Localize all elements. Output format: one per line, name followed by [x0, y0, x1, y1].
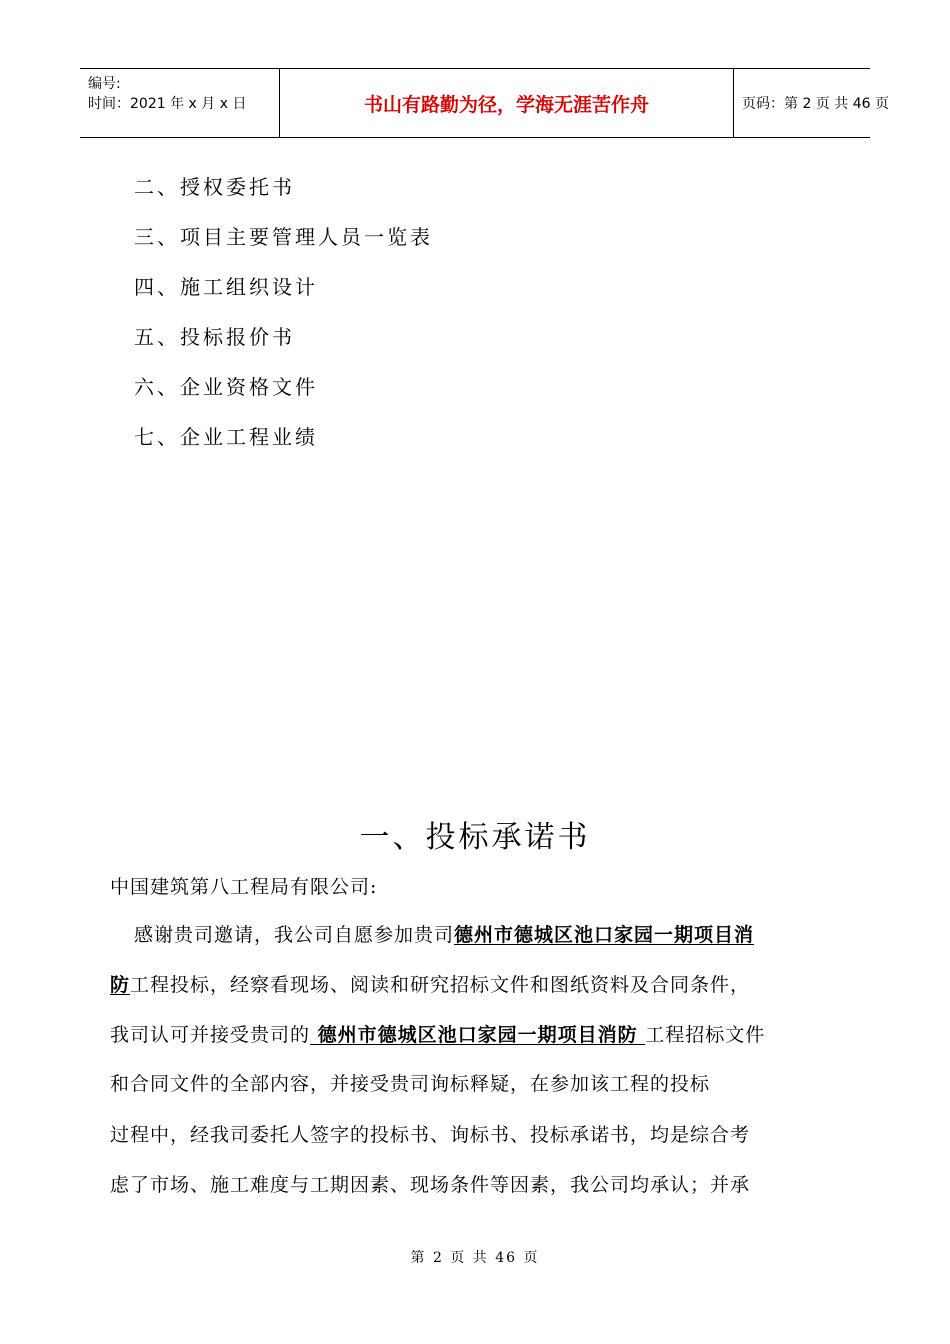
- body-text: 工程投标，经察看现场、阅读和研究招标文件和图纸资料及合同条件，: [130, 974, 751, 996]
- body-line: 过程中，经我司委托人签字的投标书、询标书、投标承诺书，均是综合考: [110, 1124, 751, 1146]
- body-line: [110, 970, 842, 997]
- project-name: 德州市德城区池口家园一期项目消: [454, 924, 755, 946]
- toc-item: 四、施工组织设计: [134, 275, 318, 299]
- toc-item: 七、企业工程业绩: [134, 425, 318, 449]
- document-number: 编号:: [88, 76, 121, 92]
- toc-item: 六、企业资格文件: [134, 375, 318, 399]
- document-date: 时间：2021 年 x 月 x 日: [88, 96, 247, 112]
- body-line: 虑了市场、施工难度与工期因素、现场条件等因素，我公司均承认；并承: [110, 1174, 751, 1196]
- header-page-info: 页码：第 2 页 共 46 页: [742, 96, 889, 112]
- salutation: 中国建筑第八工程局有限公司:: [110, 876, 378, 898]
- body-text: 工程招标文件: [645, 1024, 766, 1046]
- project-name: 防: [110, 974, 131, 996]
- body-line: 和合同文件的全部内容，并接受贵司询标释疑，在参加该工程的投标: [110, 1073, 711, 1095]
- toc-item: 三、项目主要管理人员一览表: [134, 225, 433, 249]
- toc-item: 二、授权委托书: [134, 175, 295, 199]
- page-footer: 第 2 页 共 46 页: [410, 1250, 540, 1266]
- section-title: 一、投标承诺书: [359, 820, 591, 855]
- project-name: 德州市德城区池口家园一期项目消防: [310, 1024, 646, 1046]
- page-header: [80, 68, 889, 138]
- body-line: [134, 920, 866, 947]
- header-meta: [80, 69, 280, 137]
- table-of-contents: [134, 172, 433, 472]
- body-line: [110, 1020, 842, 1047]
- toc-item: 五、投标报价书: [134, 325, 295, 349]
- body-text: 感谢贵司邀请，我公司自愿参加贵司: [134, 924, 455, 946]
- header-motto: 书山有路勤为径，学海无涯苦作舟: [280, 69, 734, 137]
- body-text: 我司认可并接受贵司的: [110, 1024, 311, 1046]
